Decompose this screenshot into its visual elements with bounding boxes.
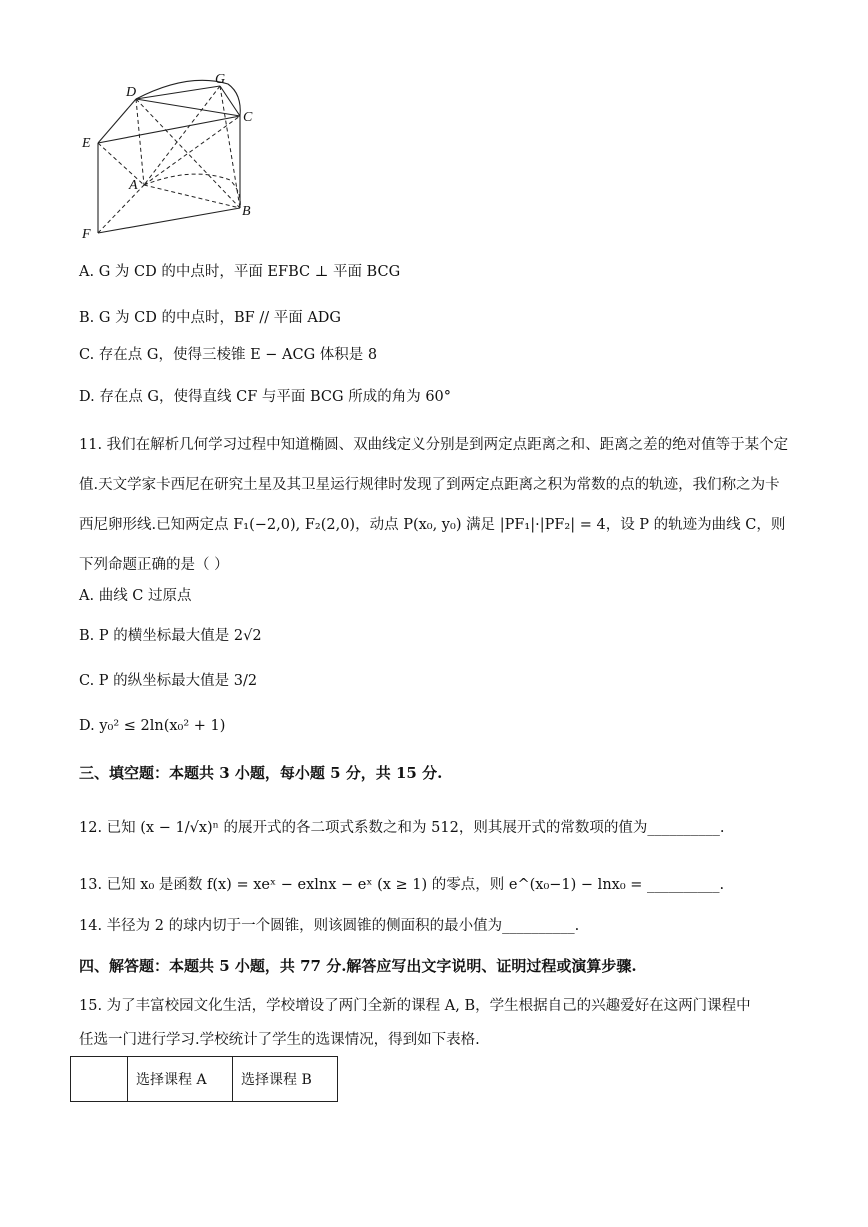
edge-GA	[144, 86, 220, 185]
q15-line-1: 15. 为了丰富校园文化生活，学校增设了两门全新的课程 A, B，学生根据自己的兴趣爱好在这两门课程中	[79, 998, 751, 1014]
label-F: F	[82, 227, 91, 242]
table-header-course-b: 选择课程 B	[233, 1057, 338, 1102]
label-A: A	[129, 178, 138, 193]
q12: 12. 已知 (x − 1/√x)ⁿ 的展开式的各二项式系数之和为 512，则其展开式的常数项的值为__________.	[79, 820, 725, 836]
label-D: D	[126, 85, 137, 100]
q11-option-d: D. y₀² ≤ 2ln(x₀² + 1)	[79, 718, 226, 734]
q13: 13. 已知 x₀ 是函数 f(x) = xeˣ − exlnx − eˣ (x ≥ 1) 的零点，则 e^(x₀−1) − lnx₀ = __________.	[79, 877, 725, 893]
edge-GC	[220, 86, 240, 116]
section-4-heading: 四、解答题：本题共 5 小题，共 77 分.解答应写出文字说明、证明过程或演算步骤.	[79, 957, 637, 975]
q10-option-b: B. G 为 CD 的中点时，BF // 平面 ADG	[79, 310, 341, 326]
geometry-figure	[78, 70, 268, 245]
edge-DA	[136, 99, 144, 185]
arc-AB	[144, 174, 240, 208]
label-G: G	[215, 72, 226, 87]
edge-EC	[98, 116, 240, 143]
section-3-heading: 三、填空题：本题共 3 小题，每小题 5 分，共 15 分.	[79, 764, 443, 782]
q11-option-b: B. P 的横坐标最大值是 2√2	[79, 628, 262, 644]
q10-option-d: D. 存在点 G，使得直线 CF 与平面 BCG 所成的角为 60°	[79, 389, 452, 405]
q11-option-a: A. 曲线 C 过原点	[79, 588, 192, 604]
q11-stem: 11. 我们在解析几何学习过程中知道椭圆、双曲线定义分别是到两定点距离之和、距离之差的绝对值等于某个定值.天文学家卡西尼在研究土星及其卫星运行规律时发现了到两定点距离之积为常数的点的轨迹，我们称之为卡西尼卵形线.已知两定点 F₁(−2,0), F₂(2,0)，动点 P(x₀, y₀) 满足 |PF₁|·|PF₂| = 4，设 P 的轨迹为曲线 C，则下列命题正确的是（ ）	[79, 437, 789, 573]
q10-option-a: A. G 为 CD 的中点时，平面 EFBC ⊥ 平面 BCG	[79, 264, 401, 280]
q14: 14. 半径为 2 的球内切于一个圆锥，则该圆锥的侧面积的最小值为__________.	[79, 918, 580, 934]
q10-option-c: C. 存在点 G，使得三棱锥 E − ACG 体积是 8	[79, 347, 378, 363]
q11-option-c: C. P 的纵坐标最大值是 3/2	[79, 673, 258, 689]
label-C: C	[243, 110, 253, 125]
edge-FB	[98, 208, 240, 233]
course-table	[70, 1056, 338, 1102]
edge-AB	[144, 185, 240, 208]
label-B: B	[242, 204, 251, 219]
label-E: E	[82, 136, 91, 151]
table-cell-blank	[71, 1057, 128, 1102]
q15-line-2: 任选一门进行学习.学校统计了学生的选课情况，得到如下表格.	[79, 1032, 480, 1048]
table-header-course-a: 选择课程 A	[128, 1057, 233, 1102]
edge-DC	[136, 99, 240, 116]
table-row	[71, 1057, 338, 1102]
